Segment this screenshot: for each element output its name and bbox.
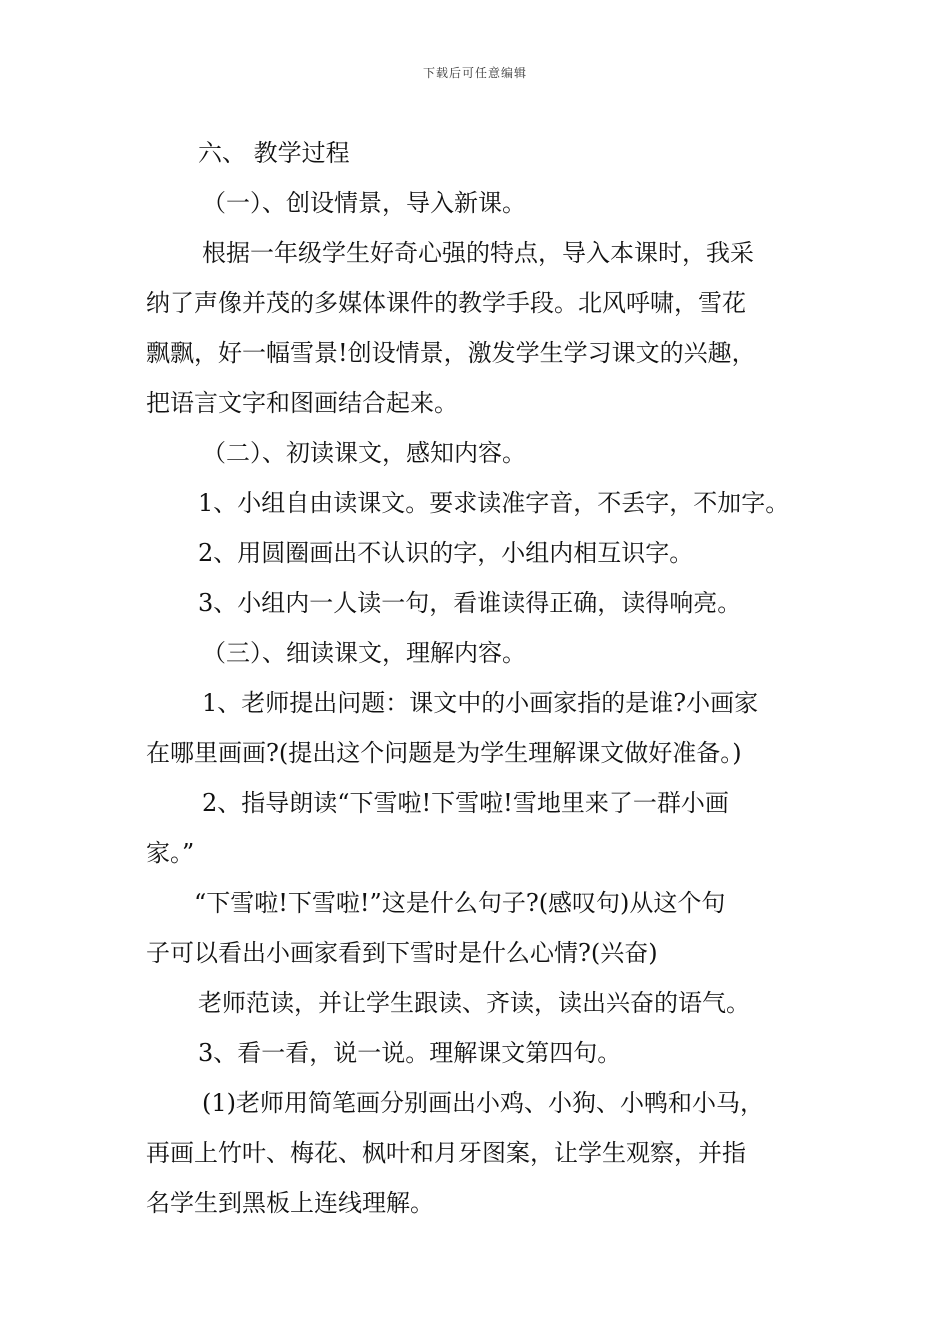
paragraph-line: 老师范读，并让学生跟读、齐读，读出兴奋的语气。	[198, 989, 750, 1017]
document-body	[146, 128, 810, 1228]
list-item: 3、小组内一人读一句，看谁读得正确，读得响亮。	[198, 589, 742, 617]
list-item: 2、指导朗读“下雪啦!下雪啦!雪地里来了一群小画	[202, 789, 729, 817]
page-header: 下载后可任意编辑	[422, 66, 527, 80]
paragraph-line: “下雪啦!下雪啦!”这是什么句子?(感叹句)从这个句	[194, 889, 726, 917]
section-heading: 六、 教学过程	[198, 139, 350, 167]
paragraph-line: 家。”	[146, 839, 195, 867]
paragraph-line: 把语言文字和图画结合起来。	[146, 389, 458, 417]
list-item: (1)老师用简笔画分别画出小鸡、小狗、小鸭和小马，	[202, 1089, 764, 1117]
subsection-heading: （三）、细读课文，理解内容。	[202, 639, 526, 667]
paragraph-line: 根据一年级学生好奇心强的特点，导入本课时，我采	[202, 239, 754, 267]
list-item: 3、看一看，说一说。理解课文第四句。	[198, 1039, 622, 1067]
subsection-heading: （一）、创设情景，导入新课。	[202, 189, 526, 217]
paragraph-line: 子可以看出小画家看到下雪时是什么心情?(兴奋)	[146, 939, 658, 967]
paragraph-line: 在哪里画画?(提出这个问题是为学生理解课文做好准备。)	[146, 739, 742, 767]
list-item: 1、小组自由读课文。要求读准字音，不丢字，不加字。	[198, 489, 790, 517]
paragraph-line: 名学生到黑板上连线理解。	[146, 1189, 434, 1217]
subsection-heading: （二）、初读课文，感知内容。	[202, 439, 526, 467]
list-item: 1、老师提出问题：课文中的小画家指的是谁?小画家	[202, 689, 759, 717]
paragraph-line: 飘飘，好一幅雪景!创设情景，激发学生学习课文的兴趣，	[146, 339, 756, 367]
paragraph-line: 再画上竹叶、梅花、枫叶和月牙图案，让学生观察，并指	[146, 1139, 746, 1167]
list-item: 2、用圆圈画出不认识的字，小组内相互识字。	[198, 539, 694, 567]
paragraph-line: 纳了声像并茂的多媒体课件的教学手段。北风呼啸，雪花	[146, 289, 746, 317]
